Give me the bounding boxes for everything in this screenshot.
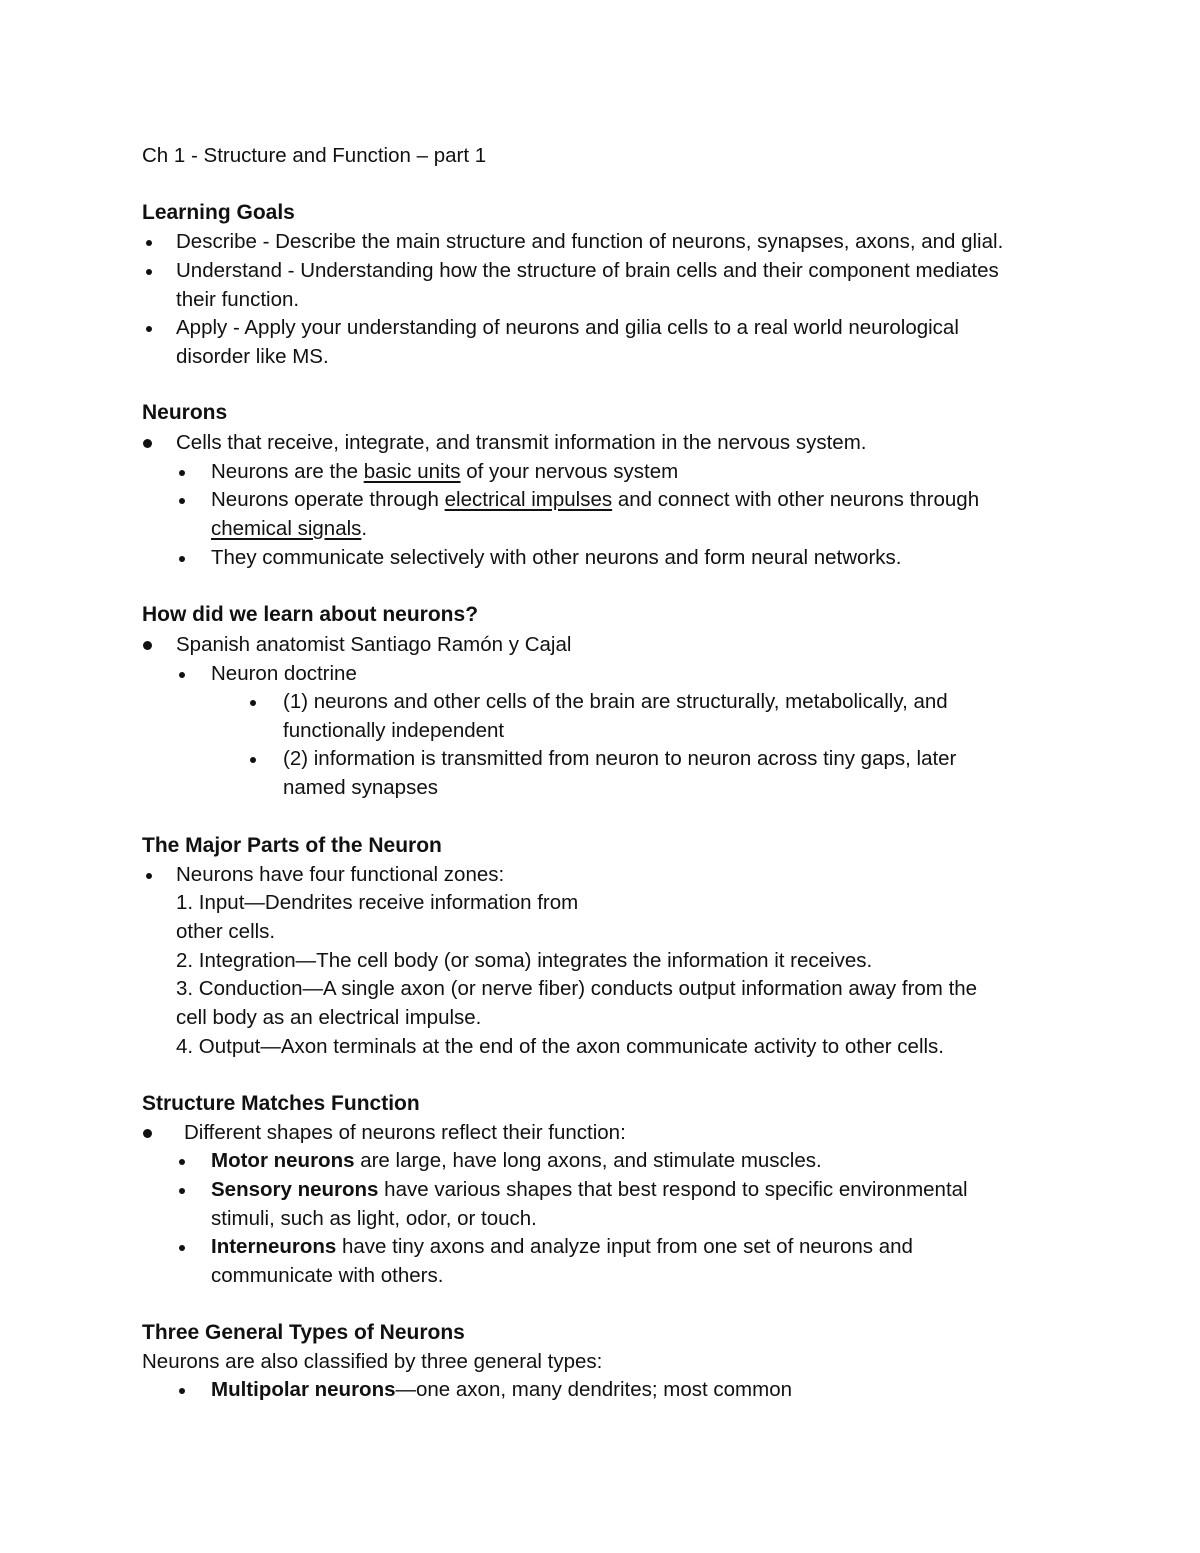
sensory-neurons-cont: stimuli, such as light, odor, or touch. (211, 1207, 537, 1230)
neurons-heading: Neurons (142, 401, 228, 424)
goal-apply-cont: disorder like MS. (176, 345, 329, 368)
bullet-icon (250, 757, 256, 763)
goal-apply: Apply - Apply your understanding of neurons and gilia cells to a real world neurological (176, 316, 959, 339)
neurons-electrical: Neurons operate through electrical impulses and connect with other neurons through (211, 488, 980, 511)
goal-describe: Describe - Describe the main structure and function of neurons, synapses, axons, and glial. (176, 230, 1004, 253)
bullet-icon (179, 1245, 185, 1251)
sensory-neurons: Sensory neurons have various shapes that best respond to specific environmental (211, 1178, 968, 1201)
bullet-icon (179, 556, 185, 562)
page-title: Ch 1 - Structure and Function – part 1 (142, 144, 487, 167)
neurons-networks: They communicate selectively with other neurons and form neural networks. (211, 546, 902, 569)
doctrine-point-2-cont: named synapses (283, 776, 438, 799)
doctrine-point-1: (1) neurons and other cells of the brain are structurally, metabolically, and (283, 690, 948, 713)
parts-line: cell body as an electrical impulse. (176, 1006, 482, 1029)
doctrine-point-1-cont: functionally independent (283, 719, 505, 742)
bullet-icon (143, 439, 152, 448)
multipolar-neurons: Multipolar neurons—one axon, many dendrites; most common (211, 1378, 793, 1401)
learn-doctrine: Neuron doctrine (211, 662, 357, 685)
motor-neurons: Motor neurons are large, have long axons, and stimulate muscles. (211, 1149, 822, 1172)
bullet-icon (146, 873, 152, 879)
parts-heading: The Major Parts of the Neuron (142, 834, 442, 857)
bullet-icon (179, 498, 185, 504)
structure-heading: Structure Matches Function (142, 1092, 420, 1115)
neurons-basic-units: Neurons are the basic units of your nervous system (211, 460, 679, 483)
bullet-icon (179, 1159, 185, 1165)
parts-zones: Neurons have four functional zones: (176, 863, 505, 886)
bullet-icon (143, 1129, 152, 1138)
doctrine-point-2: (2) information is transmitted from neuron to neuron across tiny gaps, later (283, 747, 957, 770)
goal-understand: Understand - Understanding how the structure of brain cells and their component mediates (176, 259, 999, 282)
bullet-icon (146, 240, 152, 246)
parts-line: 4. Output—Axon terminals at the end of the axon communicate activity to other cells. (176, 1035, 944, 1058)
bullet-icon (146, 269, 152, 275)
learn-cajal: Spanish anatomist Santiago Ramón y Cajal (176, 633, 572, 656)
types-heading: Three General Types of Neurons (142, 1321, 465, 1344)
learn-heading: How did we learn about neurons? (142, 603, 479, 626)
structure-shapes: Different shapes of neurons reflect their function: (184, 1121, 626, 1144)
bullet-icon (143, 641, 152, 650)
parts-line: other cells. (176, 920, 276, 943)
parts-line: 1. Input—Dendrites receive information from (176, 891, 579, 914)
parts-line: 2. Integration—The cell body (or soma) integrates the information it receives. (176, 949, 873, 972)
bullet-icon (179, 1388, 185, 1394)
bullet-icon (179, 1188, 185, 1194)
types-intro: Neurons are also classified by three general types: (142, 1350, 603, 1373)
interneurons-cont: communicate with others. (211, 1264, 444, 1287)
goal-understand-cont: their function. (176, 288, 300, 311)
bullet-icon (146, 326, 152, 332)
bullet-icon (179, 672, 185, 678)
parts-line: 3. Conduction—A single axon (or nerve fiber) conducts output information away from the (176, 977, 978, 1000)
bullet-icon (250, 700, 256, 706)
neurons-definition: Cells that receive, integrate, and transmit information in the nervous system. (176, 431, 867, 454)
learning-goals-heading: Learning Goals (142, 201, 295, 224)
bullet-icon (179, 470, 185, 476)
neurons-chemical: chemical signals. (211, 517, 368, 540)
interneurons: Interneurons have tiny axons and analyze input from one set of neurons and (211, 1235, 913, 1258)
